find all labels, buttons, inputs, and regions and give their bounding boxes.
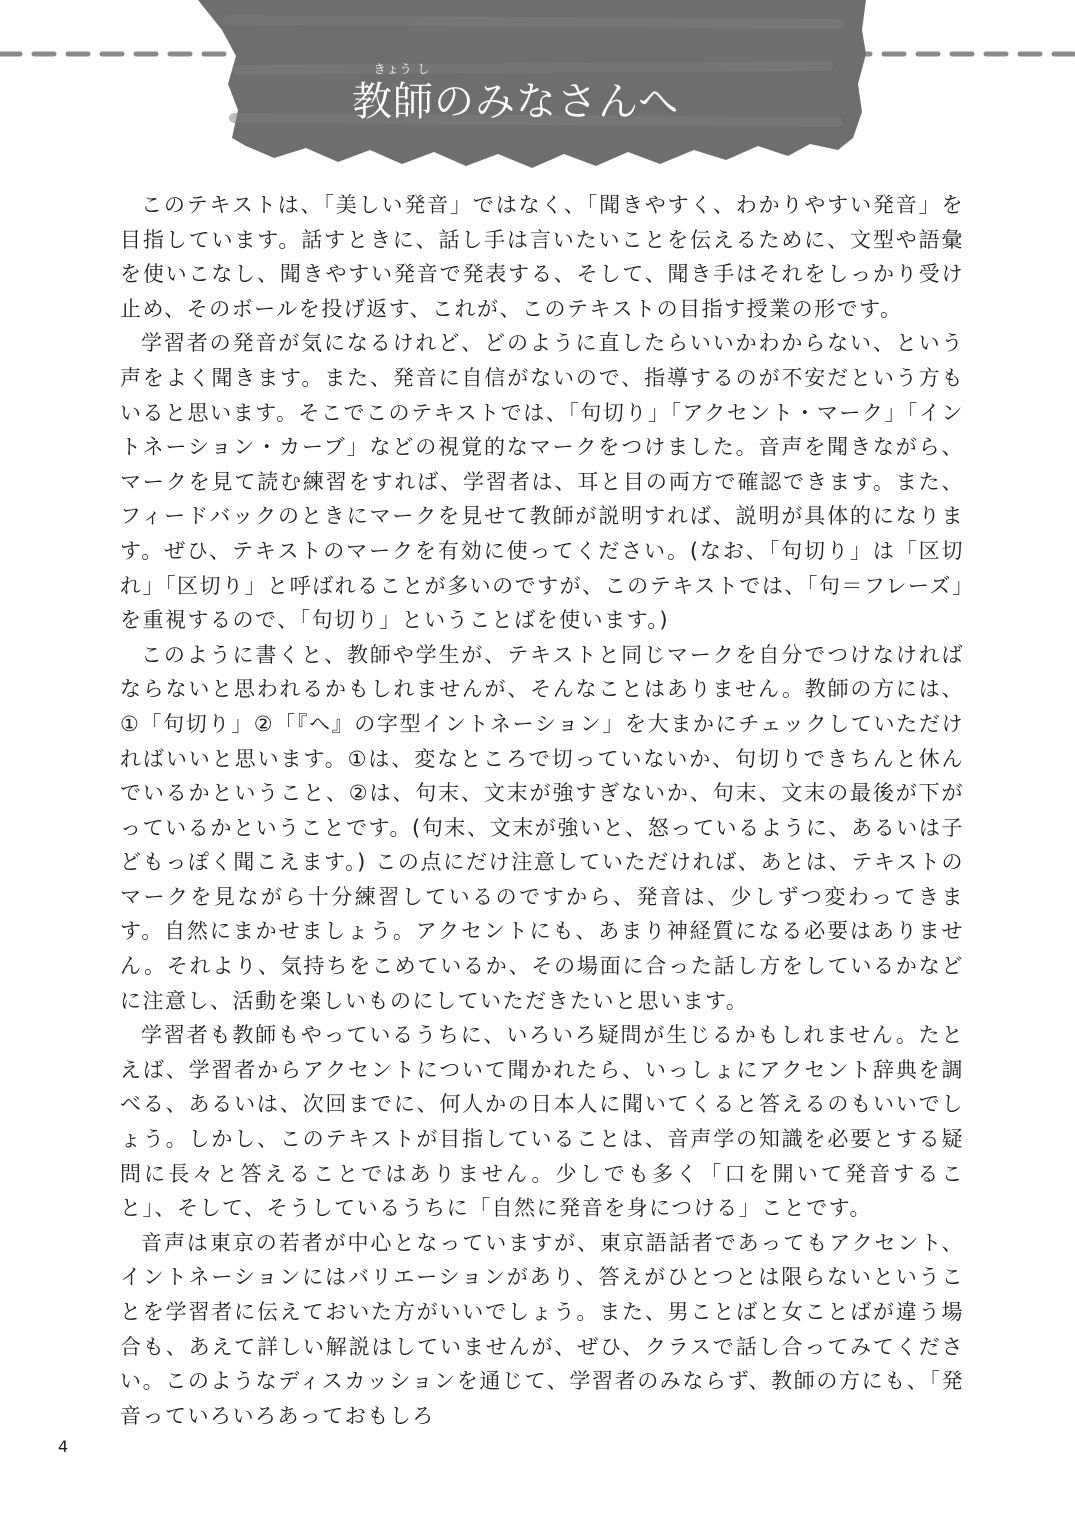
page-title: 教師のみなさんへ: [352, 79, 680, 125]
paragraph-2: 学習者の発音が気になるけれど、どのように直したらいいかわからない、という声をよく聞きます。また、発音に自信がないので、指導するのが不安だという方もいると思います。そこでこのテキストでは、「句切り」「アクセント・マーク」「イントネーション・カーブ」などの視覚的なマークをつけました。音声を聞きながら、マークを見て読む練習をすれば、学習者は、耳と目の両方で確認できます。また、フィードバックのときにマークを見せて教師が説明すれば、説明が具体的になります。ぜひ、テキストのマークを有効に使ってください。(なお、「句切り」は「区切れ」「区切り」と呼ばれることが多いのですが、このテキストでは、「句＝フレーズ」を重視するので、「句切り」ということばを使います。): [120, 331, 964, 633]
paragraph-4: 学習者も教師もやっているうちに、いろいろ疑問が生じるかもしれません。たとえば、学習者からアクセントについて聞かれたら、いっしょにアクセント辞典を調べる、あるいは、次回までに、何人かの日本人に聞いてくると答えるのもいいでしょう。しかし、このテキストが目指していることは、音声学の知識を必要とする疑問に長々と答えることではありません。少しでも多く「口を開いて発音すること」、そして、そうしているうちに「自然に発音を身につける」ことです。: [120, 1023, 964, 1221]
paragraph-5: 音声は東京の若者が中心となっていますが、東京語話者であってもアクセント、イントネーションにはバリエーションがあり、答えがひとつとは限らないということを学習者に伝えておいた方がいいでしょう。また、男ことばと女ことばが違う場合も、あえて詳しい解説はしていませんが、ぜひ、クラスで話し合ってみてください。このようなディスカッションを通じて、学習者のみならず、教師の方にも、「発音っていろいろあっておもしろ: [120, 1230, 964, 1428]
paragraph-3: このように書くと、教師や学生が、テキストと同じマークを自分でつけなければならないと思われるかもしれませんが、そんなことはありません。教師の方には、①「句切り」②「『へ』の字型イントネーション」を大まかにチェックしていただければいいと思います。①は、変なところで切っていないか、句切りできちんと休んでいるかということ、②は、句末、文末が強すぎないか、句末、文末の最後が下がっているかということです。(句末、文末が強いと、怒っているように、あるいは子どもっぽく聞こえます。) この点にだけ注意していただければ、あとは、テキストのマークを見ながら十分練習しているのですから、発音は、少しずつ変わってきます。自然にまかせましょう。アクセントにも、あまり神経質になる必要はありません。それより、気持ちをこめているか、その場面に合った話し方をしているかなどに注意し、活動を楽しいものにしていただきたいと思います。: [120, 642, 964, 1013]
body-text: [120, 188, 964, 1433]
page-number: 4: [58, 1437, 69, 1456]
page-title-block: [352, 62, 752, 134]
title-ruby: きょう し: [373, 62, 431, 76]
paragraph-1: このテキストは、「美しい発音」ではなく、「聞きやすく、わかりやすい発音」を目指しています。話すときに、話し手は言いたいことを伝えるために、文型や語彙を使いこなし、聞きやすい発音で発表する、そして、聞き手はそれをしっかり受け止め、そのボールを投げ返す、これが、このテキストの目指す授業の形です。: [120, 193, 964, 321]
